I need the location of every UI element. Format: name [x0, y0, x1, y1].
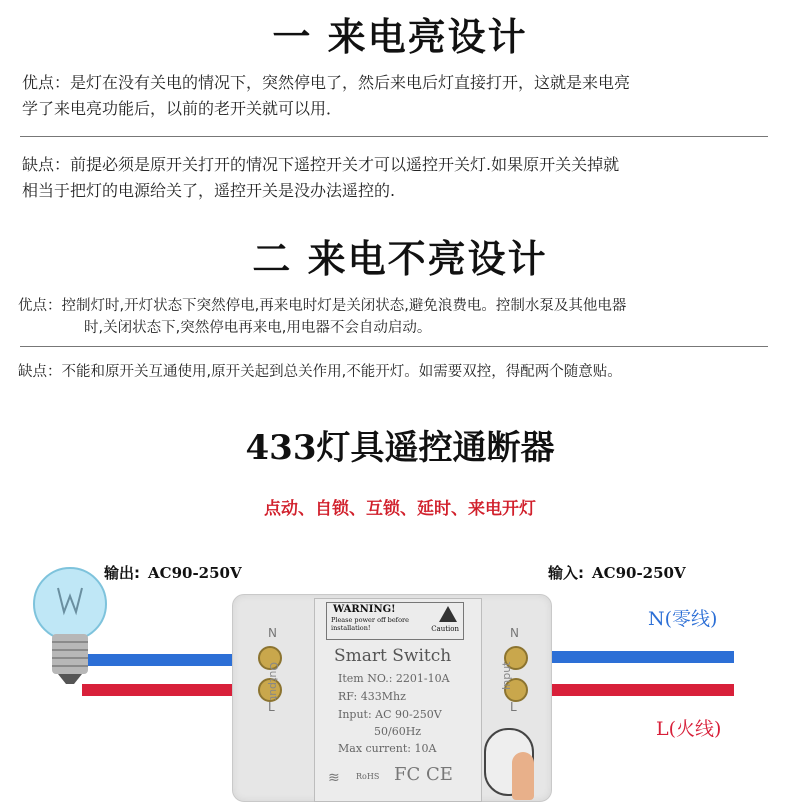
port-output-label: Output [267, 662, 280, 701]
section2-title: 二 来电不亮设计 [252, 237, 548, 281]
rohs-mark: RoHS [356, 772, 380, 781]
device-name: Smart Switch [334, 646, 452, 666]
product-features: 点动、自锁、互锁、延时、来电开灯 [264, 499, 536, 519]
pros-text-line1: 是灯在没有关电的情况下，突然停电了，然后来电后灯直接打开，这就是来电亮 [70, 73, 631, 92]
warning-title: WARNING! [333, 604, 396, 615]
max-current: Max current: 10A [338, 742, 437, 755]
port-input-label: Input [500, 661, 513, 690]
live-label: L(火线) [656, 718, 722, 740]
pros-label: 优点： [22, 73, 71, 92]
certification-mark: FC CE [394, 764, 453, 785]
caution-icon [439, 606, 457, 622]
pros-text-line2: 学了来电亮功能后，以前的老开关就可以用． [22, 99, 343, 118]
neutral-label: N(零线) [648, 608, 718, 630]
rf-frequency: RF: 433Mhz [338, 690, 406, 703]
output-value: AC90-250V [148, 564, 242, 582]
terminal-l-right: L [510, 700, 517, 714]
terminal-n-left: N [268, 626, 277, 640]
cons-text-line2: 相当于把灯的电源给关了，遥控开关是没办法遥控的. [22, 181, 396, 200]
input-label: 输入: [548, 564, 584, 582]
pros-text-line2: 时,关闭状态下,突然停电再来电,用电器不会自动启动。 [84, 320, 432, 336]
lightbulb-icon [34, 568, 106, 684]
cons-label: 缺点： [18, 364, 62, 380]
cons-text: 不能和原开关互通使用,原开关起到总关作用,不能开灯。如需要双控，得配两个随意贴。 [61, 364, 622, 380]
product-title: 433灯具遥控通断器 [245, 428, 555, 468]
finger-icon [512, 752, 534, 800]
warning-box [326, 602, 464, 640]
caution-label: Caution [431, 625, 459, 633]
section1-title: 一 来电亮设计 [272, 15, 528, 59]
wifi-icon: ≋ [328, 770, 340, 786]
terminal-l-left: L [268, 700, 275, 714]
frequency-rating: 50/60Hz [374, 725, 422, 738]
terminal-n-right: N [510, 626, 519, 640]
input-rating: Input: AC 90-250V [338, 708, 442, 721]
cons-text-line1: 前提必须是原开关打开的情况下遥控开关才可以遥控开关灯.如果原开关关掉就 [70, 155, 620, 174]
output-label: 输出: [104, 564, 140, 582]
warning-text: Please power off before installation! [331, 616, 409, 632]
pros-label: 优点： [18, 298, 62, 314]
item-number: Item NO.: 2201-10A [338, 672, 450, 685]
cons-label: 缺点： [22, 155, 71, 174]
input-value: AC90-250V [592, 564, 686, 582]
pros-text-line1: 控制灯时,开灯状态下突然停电,再来电时灯是关闭状态,避免浪费电。控制水泵及其他电器 [61, 298, 627, 314]
